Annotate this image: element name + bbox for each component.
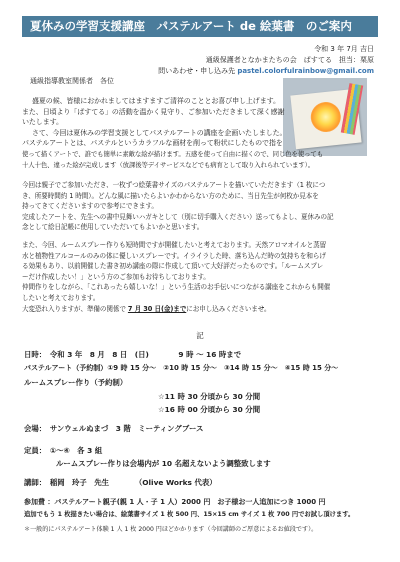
contact-label: 問いあわせ・申し込み先 [158,67,236,75]
text-line: パステルアートとは、パステルというカラフルな画材を削って粉状にしたもので指を [22,139,283,148]
contact-email-link[interactable]: pastel.colorfulrainbow@gmail.com [237,67,374,75]
text-line: したいと考えております。 [22,293,100,302]
detail-pastel-times: パステルアート（予約制）①9 時 15 分～ ②10 時 15 分～ ③14 時 15 分～ ④15 時 15 分～ [24,364,339,372]
detail-spray-label: ルームスプレー作り（予約制） [24,378,128,387]
text-line: さて、今回は夏休みの学習支援としてパステルアートの講座を企画いたしました。 [32,128,287,137]
addressee: 通級指導教室関係者 各位 [30,77,114,85]
detail-fee: 参加費 ：パステルアート親子(親 1 人・子 1 人）2000 円 お子様お一人追加につき 1000 円 [24,498,326,506]
paragraph-details [22,180,334,233]
text-line: 使って描くアートで、誰でも簡単に素敵な絵が描けます。五感を使って自由に描くので、同じ色を使っても [22,149,323,158]
header-org: 通級保護者となかまたちの会 ぱすてる 担当：栗原 [205,56,374,64]
text-line: 持ってきてくださいますので参考にできます。 [22,202,158,211]
detail-note: ＊一般的にパステルアート体験 1 人 1 枚 2000 円ほどかかります（今回講師のご厚意によるお値段です）。 [24,526,318,533]
text-line: 仲間作りをしながら、「これあったら嬉しいな！」という生活のお手伝いにつながる講座をこれからも開催 [22,283,331,292]
detail-date: 日時： 令和 3 年 8 月 8 日 (日) 9 時 ～ 16 時まで [24,350,242,359]
text-line: また、今回、ルームスプレー作りも短時間ですが開催したいと考えております。天然アロマオイルと蒸留 [22,241,327,249]
detail-lecturer: 講師： 稲岡 玲子 先生 （Olive Works 代表） [24,478,217,487]
header-contact [158,66,374,76]
text-line: 十人十色、違った絵が完成します（放課後等デイサービスなどでも病育として取り入れられています）。 [22,160,315,169]
text-line: 水と植物性アルコールのみの体に優しいスプレーです。イライラした時、落ち込んだ時の気持ちを和らげ [22,251,326,260]
paragraph-spray [22,240,330,314]
detail-capacity-note: ルームスプレー作りは会場内が 10 名超えないよう調整致します [56,459,271,468]
deadline-date: 7 月 30 日(金)まで [127,304,187,313]
text-line: る効果もあり、以前開催した書き初め講座の際に作成して頂いて大好評だったものです。「ルームスプレ [22,262,324,271]
text-line: 完成したアートを、先生への書中見舞いハガキとして（別に切手購入ください）送ってもよし、夏休みの記 [22,212,334,221]
detail-venue: 会場： サンウェルぬまづ 3 階 ミーティングブース [24,424,204,433]
detail-capacity: 定員： ①～④ 各 3 組 [24,446,103,455]
title-text: 夏休みの学習支援講座 パステルアート de 絵葉書 のご案内 [30,19,352,33]
text-line: また、日頃より「ぱすてる」の活動を温かく見守り、ご参加いただきまして深く感謝 [22,107,285,116]
deadline-prefix: 大変恐れ入りますが、準備の関係で [22,304,128,313]
text-line: き、所要時間約 1 時間）。どんな風に描いたらよいかわからない方のために、当日先生が何枚か見本を [22,191,319,200]
paragraph-intro [22,96,323,170]
text-line: 盛夏の候、皆様におかれましてはますますご清祥のこととお喜び申し上げます。 [32,97,280,105]
text-line: いたします。 [22,118,63,127]
text-line: 今回は親子でご参加いただき、一枚ずつ絵葉書サイズのパステルアートを描いていただきます（1 枚につ [22,181,326,189]
detail-spray-time-2: ☆16 時 00 分頃から 30 分間 [158,405,261,414]
deadline-line [22,304,330,315]
title-banner [22,16,378,37]
text-line: 念として絵日記帳に使用していただいてもよいかと思います。 [22,223,204,232]
text-line: ーだけ作成したい！」という方のご参加もお待ちしております。 [22,272,210,281]
detail-spray-time-1: ☆11 時 30 分頃から 30 分間 [158,392,261,401]
header-date: 令和 3 年 7月 吉日 [314,45,374,53]
ki-heading: 記 [196,331,204,340]
deadline-suffix: にお申し込みくださいませ。 [186,304,271,313]
detail-fee-extra: 追加でもう 1 枚描きたい場合は、絵葉書サイズ 1 枚 500 円、15×15 cm サイズ 1 枚 700 円でお試し頂けます。 [24,511,355,518]
